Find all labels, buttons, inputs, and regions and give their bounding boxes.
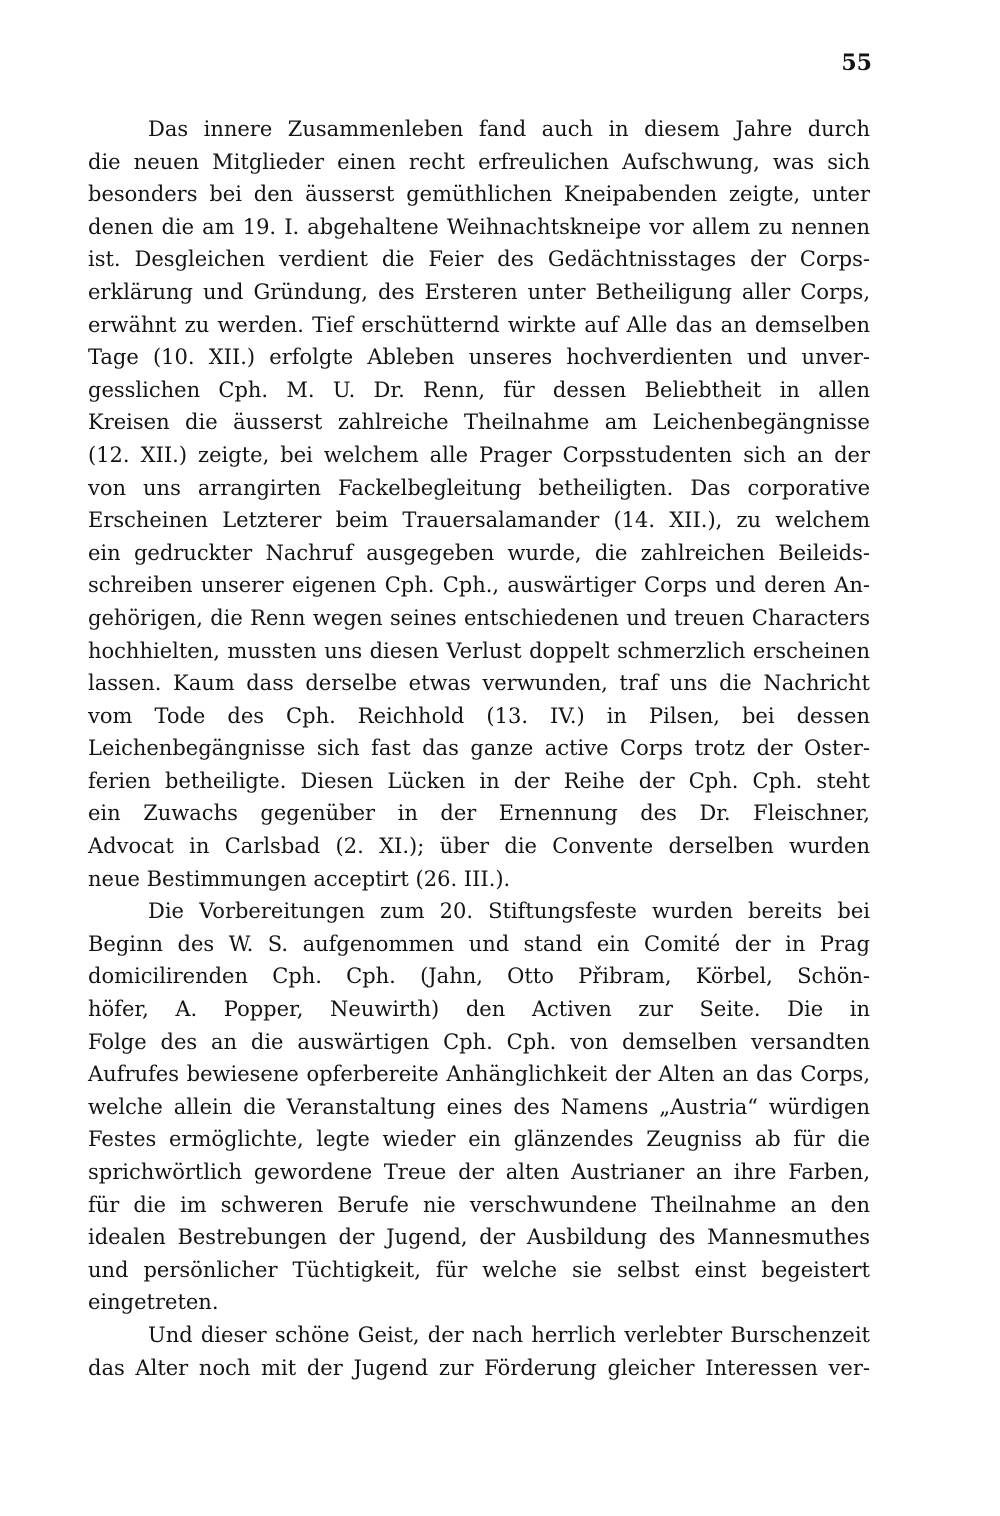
text-line: lassen. Kaum dass derselbe etwas verwunden, traf uns die Nachricht <box>88 671 870 696</box>
text-line: ein Zuwachs gegenüber in der Ernennung des Dr. Fleischner, <box>88 801 870 826</box>
text-line: Leichenbegängnisse sich fast das ganze active Corps trotz der Oster- <box>88 736 870 761</box>
text-line: Tage (10. XII.) erfolgte Ableben unseres hochverdienten und unver- <box>88 345 870 370</box>
text-line: vom Tode des Cph. Reichhold (13. IV.) in Pilsen, bei dessen <box>88 703 870 728</box>
page-number: 55 <box>841 50 872 76</box>
text-line: Die Vorbereitungen zum 20. Stiftungsfeste wurden bereits bei <box>148 899 870 924</box>
text-line: Advocat in Carlsbad (2. XI.); über die Convente derselben wurden <box>88 834 870 859</box>
text-line: ist. Desgleichen verdient die Feier des Gedächtnisstages der Corps- <box>88 247 870 272</box>
text-line: Kreisen die äusserst zahlreiche Theilnahme am Leichenbegängnisse <box>88 410 870 435</box>
text-line: ein gedruckter Nachruf ausgegeben wurde, die zahlreichen Beileids- <box>88 540 870 565</box>
text-line: ferien betheiligte. Diesen Lücken in der Reihe der Cph. Cph. steht <box>88 768 870 793</box>
text-line: Folge des an die auswärtigen Cph. Cph. von demselben versandten <box>88 1029 870 1054</box>
text-line: hochhielten, mussten uns diesen Verlust doppelt schmerzlich erscheinen <box>88 638 870 663</box>
text-line: schreiben unserer eigenen Cph. Cph., auswärtiger Corps und deren An- <box>88 573 870 598</box>
body-text <box>88 113 870 1384</box>
text-line: sprichwörtlich gewordene Treue der alten Austrianer an ihre Farben, <box>88 1160 870 1184</box>
text-line: Festes ermöglichte, legte wieder ein glänzendes Zeugniss ab für die <box>88 1127 870 1152</box>
text-line: denen die am 19. I. abgehaltene Weihnachtskneipe vor allem zu nennen <box>88 214 870 239</box>
text-line: (12. XII.) zeigte, bei welchem alle Prager Corpsstudenten sich an der <box>88 442 870 467</box>
text-line: welche allein die Veranstaltung eines des Namens „Austria“ würdigen <box>88 1094 870 1119</box>
text-line: idealen Bestrebungen der Jugend, der Ausbildung des Mannesmuthes <box>88 1225 870 1250</box>
text-line: gehörigen, die Renn wegen seines entschiedenen und treuen Characters <box>88 605 870 630</box>
text-line: besonders bei den äusserst gemüthlichen Kneipabenden zeigte, unter <box>88 182 870 207</box>
text-line: höfer, A. Popper, Neuwirth) den Activen zur Seite. Die in <box>88 997 870 1022</box>
text-line: eingetreten. <box>88 1290 219 1315</box>
text-line: das Alter noch mit der Jugend zur Förderung gleicher Interessen ver- <box>88 1355 870 1380</box>
text-line: und persönlicher Tüchtigkeit, für welche sie selbst einst begeistert <box>88 1257 870 1282</box>
text-line: Erscheinen Letzterer beim Trauersalamander (14. XII.), zu welchem <box>88 508 870 533</box>
text-line: domicilirenden Cph. Cph. (Jahn, Otto Přibram, Körbel, Schön- <box>88 964 870 989</box>
text-line: Und dieser schöne Geist, der nach herrlich verlebter Burschenzeit <box>148 1322 870 1347</box>
text-line: gesslichen Cph. M. U. Dr. Renn, für dessen Beliebtheit in allen <box>88 377 870 402</box>
text-line: Aufrufes bewiesene opferbereite Anhänglichkeit der Alten an das Corps, <box>88 1062 870 1087</box>
text-line: für die im schweren Berufe nie verschwundene Theilnahme an den <box>88 1192 870 1217</box>
text-line: Das innere Zusammenleben fand auch in diesem Jahre durch <box>148 117 870 141</box>
text-line: erwähnt zu werden. Tief erschütternd wirkte auf Alle das an demselben <box>88 312 870 337</box>
text-line: Beginn des W. S. aufgenommen und stand ein Comité der in Prag <box>88 931 870 956</box>
text-line: neue Bestimmungen acceptirt (26. III.). <box>88 866 511 891</box>
text-line: von uns arrangirten Fackelbegleitung betheiligten. Das corporative <box>88 475 870 500</box>
text-line: die neuen Mitglieder einen recht erfreulichen Aufschwung, was sich <box>88 149 870 174</box>
text-line: erklärung und Gründung, des Ersteren unter Betheiligung aller Corps, <box>88 279 870 304</box>
